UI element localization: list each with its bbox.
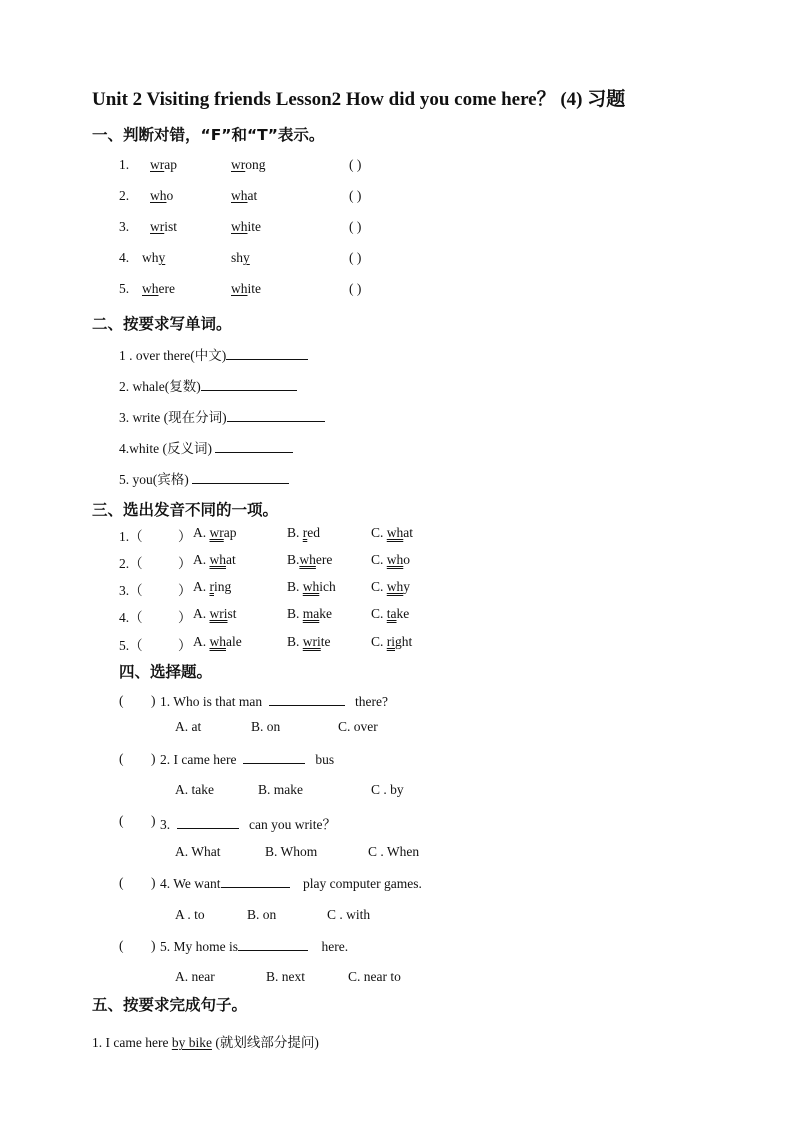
section-3-heading: 三、选出发音不同的一项。 bbox=[92, 501, 279, 519]
option-b[interactable]: B. on bbox=[251, 719, 281, 734]
answer-blank[interactable] bbox=[238, 938, 308, 951]
item-number: 4.（ bbox=[119, 610, 143, 625]
option-b[interactable]: B. Whom bbox=[265, 844, 318, 859]
option-b[interactable]: B. next bbox=[266, 969, 305, 984]
word-a: wrist bbox=[150, 219, 178, 234]
question-text: 2. I came here bus bbox=[160, 752, 335, 767]
option-b[interactable]: B. which bbox=[287, 579, 336, 594]
item-number: 2.（ bbox=[119, 556, 143, 571]
option-c[interactable]: C. right bbox=[371, 634, 413, 649]
word-a: wrap bbox=[150, 157, 177, 172]
answer-paren-close[interactable]: ） bbox=[178, 610, 192, 625]
option-c[interactable]: C. who bbox=[371, 552, 411, 567]
answer-blank[interactable] bbox=[269, 693, 345, 706]
item-number: 4. bbox=[119, 250, 130, 265]
section-4-heading: 四、选择题。 bbox=[119, 663, 213, 681]
word-b: what bbox=[231, 188, 258, 203]
option-b[interactable]: B.where bbox=[287, 552, 333, 567]
question-text: 3. can you write？ bbox=[160, 817, 336, 832]
answer-paren[interactable]: ( ) bbox=[349, 188, 362, 203]
answer-paren-close[interactable]: ) bbox=[151, 813, 156, 828]
section-1-heading: 一、判断对错，“F”和“T”表示。 bbox=[92, 126, 325, 144]
part2-item: 1 . over there(中文) bbox=[119, 344, 308, 364]
answer-paren-close[interactable]: ） bbox=[178, 556, 192, 571]
option-a[interactable]: A. wrist bbox=[193, 606, 237, 621]
option-c[interactable]: C . by bbox=[371, 782, 404, 797]
answer-paren-close[interactable]: ) bbox=[151, 875, 156, 890]
word-a: who bbox=[150, 188, 174, 203]
answer-paren-open[interactable]: ( bbox=[119, 751, 124, 766]
word-b: white bbox=[231, 219, 261, 234]
answer-paren-close[interactable]: ) bbox=[151, 938, 156, 953]
option-a[interactable]: A. what bbox=[193, 552, 236, 567]
answer-blank[interactable] bbox=[243, 751, 305, 764]
question-text: 4. We want play computer games. bbox=[160, 876, 422, 891]
question-text: 5. My home is here. bbox=[160, 939, 349, 954]
item-number: 1.（ bbox=[119, 529, 143, 544]
option-a[interactable]: A. take bbox=[175, 782, 214, 797]
answer-paren[interactable]: ( ) bbox=[349, 250, 362, 265]
answer-paren-open[interactable]: ( bbox=[119, 875, 124, 890]
option-a[interactable]: A. What bbox=[175, 844, 221, 859]
answer-blank[interactable] bbox=[221, 875, 290, 888]
part2-item: 5. you(宾格) bbox=[119, 468, 289, 488]
option-b[interactable]: B. red bbox=[287, 525, 321, 540]
answer-paren-close[interactable]: ） bbox=[178, 638, 192, 653]
option-a[interactable]: A . to bbox=[175, 907, 205, 922]
answer-paren[interactable]: ( ) bbox=[349, 219, 362, 234]
item-number: 3. bbox=[119, 219, 130, 234]
question-text: 1. Who is that man there? bbox=[160, 694, 388, 709]
answer-paren-close[interactable]: ） bbox=[178, 583, 192, 598]
answer-paren[interactable]: ( ) bbox=[349, 281, 362, 296]
section-5-heading: 五、按要求完成句子。 bbox=[92, 996, 248, 1014]
option-b[interactable]: B. on bbox=[247, 907, 277, 922]
answer-paren-close[interactable]: ) bbox=[151, 693, 156, 708]
answer-paren-open[interactable]: ( bbox=[119, 813, 124, 828]
option-a[interactable]: A. ring bbox=[193, 579, 232, 594]
word-b: shy bbox=[231, 250, 250, 265]
word-a: where bbox=[142, 281, 175, 296]
answer-paren[interactable]: ( ) bbox=[349, 157, 362, 172]
word-a: why bbox=[142, 250, 166, 265]
answer-paren-open[interactable]: ( bbox=[119, 938, 124, 953]
option-c[interactable]: C. near to bbox=[348, 969, 401, 984]
part2-item: 2. whale(复数) bbox=[119, 375, 297, 395]
option-c[interactable]: C. over bbox=[338, 719, 378, 734]
option-a[interactable]: A. at bbox=[175, 719, 202, 734]
option-c[interactable]: C . with bbox=[327, 907, 371, 922]
answer-paren-open[interactable]: ( bbox=[119, 693, 124, 708]
option-a[interactable]: A. whale bbox=[193, 634, 242, 649]
item-number: 2. bbox=[119, 188, 130, 203]
answer-blank[interactable] bbox=[227, 409, 325, 422]
option-b[interactable]: B. make bbox=[287, 606, 333, 621]
part2-item: 4.white (反义词) bbox=[119, 437, 293, 457]
option-c[interactable]: C. what bbox=[371, 525, 414, 540]
option-a[interactable]: A. wrap bbox=[193, 525, 237, 540]
part2-item: 3. write (现在分词) bbox=[119, 406, 325, 426]
section-2-heading: 二、按要求写单词。 bbox=[92, 315, 232, 333]
word-b: wrong bbox=[231, 157, 266, 172]
option-c[interactable]: C . When bbox=[368, 844, 420, 859]
answer-blank[interactable] bbox=[192, 471, 289, 484]
item-number: 5.（ bbox=[119, 638, 143, 653]
answer-blank[interactable] bbox=[201, 378, 297, 391]
option-b[interactable]: B. write bbox=[287, 634, 331, 649]
item-number: 3.（ bbox=[119, 583, 143, 598]
option-b[interactable]: B. make bbox=[258, 782, 303, 797]
option-c[interactable]: C. why bbox=[371, 579, 411, 594]
worksheet-title: Unit 2 Visiting friends Lesson2 How did you come here？ (4) 习题 bbox=[92, 89, 626, 110]
word-b: white bbox=[231, 281, 261, 296]
item-number: 1. bbox=[119, 157, 130, 172]
answer-paren-close[interactable]: ) bbox=[151, 751, 156, 766]
answer-paren-close[interactable]: ） bbox=[178, 529, 192, 544]
part5-item: 1. I came here by bike (就划线部分提问) bbox=[92, 1035, 319, 1050]
option-a[interactable]: A. near bbox=[175, 969, 215, 984]
answer-blank[interactable] bbox=[215, 440, 293, 453]
item-number: 5. bbox=[119, 281, 130, 296]
answer-blank[interactable] bbox=[177, 816, 239, 829]
answer-blank[interactable] bbox=[226, 347, 308, 360]
option-c[interactable]: C. take bbox=[371, 606, 410, 621]
